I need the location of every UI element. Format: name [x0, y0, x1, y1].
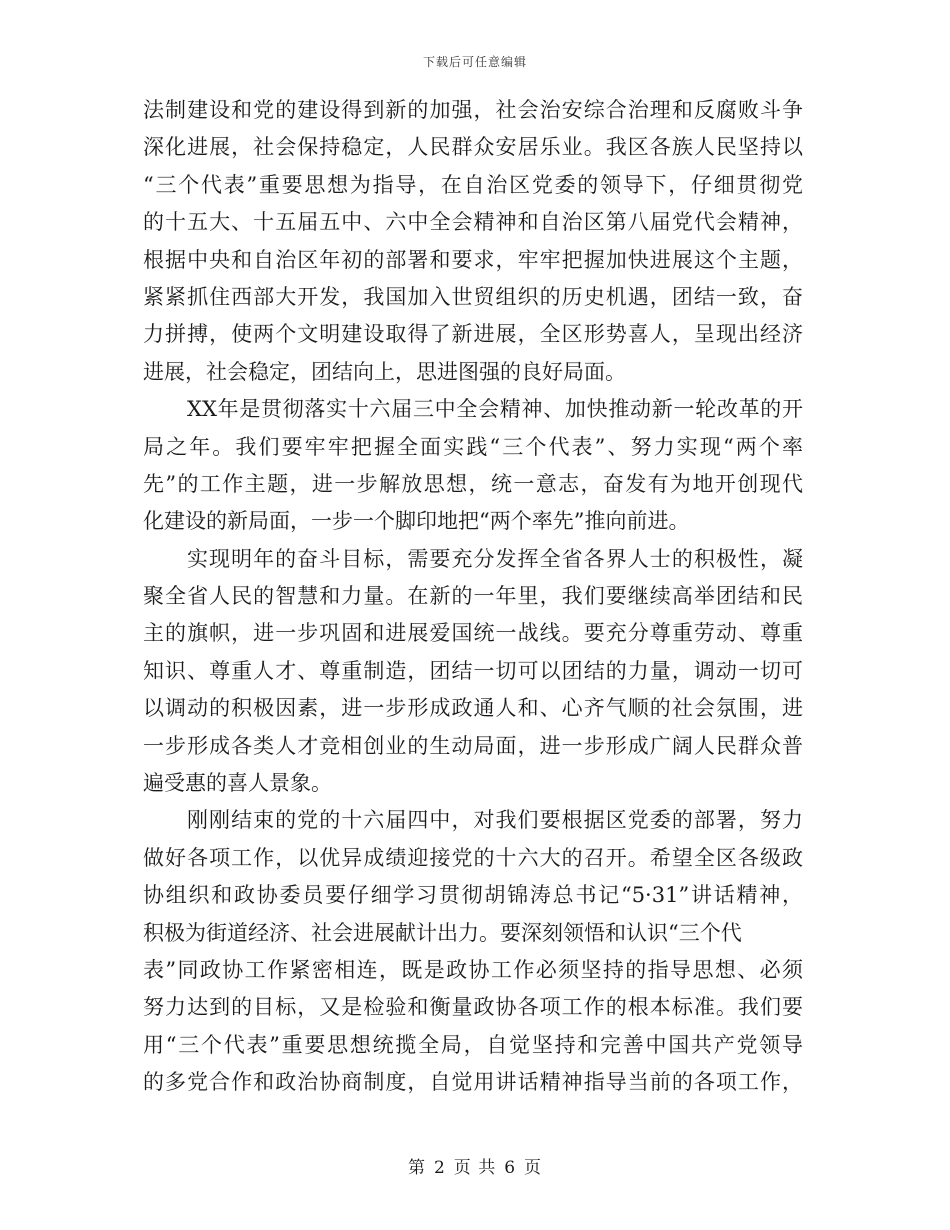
- text-line: 局之年。我们要牢牢把握全面实践“三个代表”、努力实现“两个率: [143, 434, 803, 459]
- text-line: 协组织和政协委员要仔细学习贯彻胡锦涛总书记“5·31”讲话精神，: [143, 883, 803, 908]
- text-line: 紧紧抓住西部大开发，我国加入世贸组织的历史机遇，团结一致，奋: [143, 284, 803, 309]
- text-line: 一步形成各类人才竞相创业的生动局面，进一步形成广阔人民群众普: [143, 733, 803, 758]
- footer-suffix: 页: [524, 1158, 543, 1178]
- text-line: 积极为街道经济、社会进展献计出力。要深刻领悟和认识“三个代: [143, 920, 742, 945]
- paragraph: [143, 92, 803, 391]
- document-body: [143, 92, 803, 1102]
- text-line: 根据中央和自治区年初的部署和要求，牢牢把握加快进展这个主题，: [143, 247, 803, 272]
- text-line: 努力达到的目标，又是检验和衡量政协各项工作的根本标准。我们要: [143, 995, 803, 1020]
- text-line: 的十五大、十五届五中、六中全会精神和自治区第八届党代会精神，: [143, 210, 803, 235]
- page-header: 下载后可任意编辑: [422, 55, 527, 69]
- text-line: 实现明年的奋斗目标，需要充分发挥全省各界人士的积极性，凝: [187, 546, 803, 571]
- text-line: “三个代表”重要思想为指导，在自治区党委的领导下，仔细贯彻党: [143, 172, 803, 197]
- text-line: 深化进展，社会保持稳定，人民群众安居乐业。我区各族人民坚持以: [143, 135, 803, 160]
- paragraph: [143, 802, 803, 1101]
- text-line: 知识、尊重人才、尊重制造，团结一切可以团结的力量，调动一切可: [143, 658, 803, 683]
- total-page-number: 6: [504, 1158, 517, 1178]
- footer-prefix: 第: [407, 1158, 426, 1178]
- text-line: 先”的工作主题，进一步解放思想，统一意志，奋发有为地开创现代: [143, 471, 803, 496]
- text-line: 主的旗帜，进一步巩固和进展爱国统一战线。要充分尊重劳动、尊重: [143, 621, 803, 646]
- text-line: 以调动的积极因素，进一步形成政通人和、心齐气顺的社会氛围，进: [143, 696, 803, 721]
- text-line: 聚全省人民的智慧和力量。在新的一年里，我们要继续高举团结和民: [143, 584, 803, 609]
- paragraph: [143, 391, 803, 541]
- text-line: XX年是贯彻落实十六届三中全会精神、加快推动新一轮改革的开: [187, 397, 803, 422]
- text-line: 法制建设和党的建设得到新的加强，社会治安综合治理和反腐败斗争: [143, 98, 803, 122]
- text-line: 化建设的新局面，一步一个脚印地把“两个率先”推向前进。: [143, 509, 690, 534]
- text-line: 用“三个代表”重要思想统揽全局，自觉坚持和完善中国共产党领导: [143, 1032, 803, 1057]
- text-line: 做好各项工作，以优异成绩迎接党的十六大的召开。希望全区各级政: [143, 845, 803, 870]
- page-footer: [0, 1153, 950, 1178]
- text-line: 表”同政协工作紧密相连，既是政协工作必须坚持的指导思想、必须: [143, 957, 803, 982]
- paragraph: [143, 541, 803, 803]
- text-line: 刚刚结束的党的十六届四中，对我们要根据区党委的部署，努力: [187, 808, 803, 833]
- footer-middle: 页 共: [453, 1158, 497, 1178]
- text-line: 的多党合作和政治协商制度，自觉用讲话精神指导当前的各项工作，: [143, 1070, 803, 1095]
- text-line: 进展，社会稳定，团结向上，思进图强的良好局面。: [143, 359, 626, 384]
- text-line: 力拼搏，使两个文明建设取得了新进展，全区形势喜人，呈现出经济: [143, 322, 803, 347]
- text-line: 遍受惠的喜人景象。: [143, 771, 332, 796]
- current-page-number: 2: [433, 1158, 446, 1178]
